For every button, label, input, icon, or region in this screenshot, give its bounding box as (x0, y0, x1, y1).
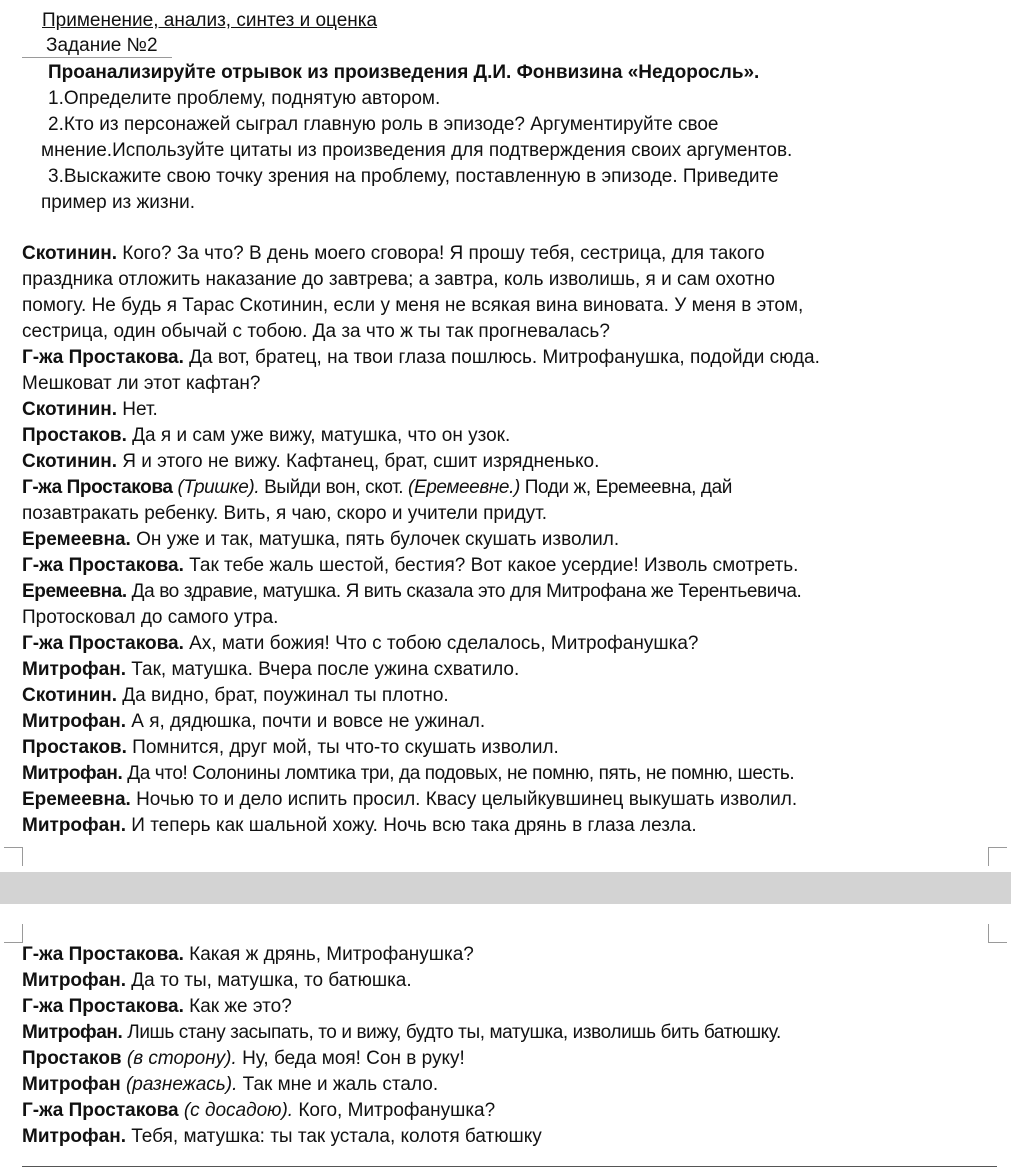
speaker-name: Еремеевна. (22, 789, 131, 810)
replica-text: Мешковат ли этот кафтан? (22, 373, 261, 394)
dialogue-line (22, 761, 794, 787)
dialogue-line (22, 813, 697, 839)
speaker-name: Скотинин. (22, 451, 118, 472)
replica-text: Нет. (117, 399, 158, 420)
dialogue-line (22, 735, 559, 761)
dialogue-line (22, 1124, 542, 1150)
speaker-name: Простаков (22, 1048, 122, 1069)
speaker-name: Скотинин. (22, 399, 118, 420)
dialogue-line (22, 1098, 495, 1124)
speaker-name: Митрофан. (22, 1126, 126, 1147)
dialogue-line (22, 501, 547, 527)
question-1: 1.Определите проблему, поднятую автором. (48, 88, 441, 109)
stage-direction: (в сторону). (121, 1048, 237, 1069)
replica-text: Я и этого не вижу. Кафтанец, брат, сшит изрядненько. (117, 451, 600, 472)
replica-text: Так мне и жаль стало. (237, 1074, 439, 1095)
speaker-name: Митрофан. (22, 659, 126, 680)
replica-text: Да вот, братец, на твои глаза пошлюсь. Митрофанушка, подойди сюда. (183, 347, 820, 368)
dialogue-line (22, 241, 765, 267)
dialogue-line (22, 293, 803, 319)
replica-text: Он уже и так, матушка, пять булочек скушать изволил. (130, 529, 620, 550)
replica-text: Ну, беда моя! Сон в руку! (236, 1048, 465, 1069)
dialogue-line (22, 968, 412, 994)
dialogue-line (22, 527, 619, 553)
speaker-name: Митрофан. (22, 1022, 123, 1043)
replica-text: Да видно, брат, поужинал ты плотно. (117, 685, 449, 706)
speaker-name: Простаков. (22, 737, 127, 758)
dialogue-line (22, 683, 449, 709)
page-corner-mark (988, 924, 1007, 943)
speaker-name: Г-жа Простакова (22, 477, 173, 498)
replica-text: Так тебе жаль шестой, бестия? Вот какое усердие! Изволь смотреть. (183, 555, 799, 576)
replica-text: Кого, Митрофанушка? (293, 1100, 496, 1121)
speaker-name: Г-жа Простакова. (22, 347, 184, 368)
replica-text: Да что! Солонины ломтика три, да подовых, не помню, пять, не помню, шесть. (122, 763, 795, 784)
speaker-name: Г-жа Простакова. (22, 555, 184, 576)
stage-direction: (разнежась). (120, 1074, 238, 1095)
speaker-name: Митрофан. (22, 815, 126, 836)
replica-text: Так, матушка. Вчера после ужина схватило. (125, 659, 520, 680)
dialogue-line (22, 994, 292, 1020)
page-separator (0, 872, 1011, 904)
dialogue-line (22, 553, 798, 579)
task-title: Задание №2 (46, 35, 158, 56)
replica-text: Да то ты, матушка, то батюшка. (125, 970, 412, 991)
stage-direction: (Еремеевне.) (408, 477, 520, 498)
speaker-name: Скотинин. (22, 243, 118, 264)
dialogue-line (22, 397, 158, 423)
dialogue-line (22, 345, 820, 371)
dialogue-line (22, 1072, 438, 1098)
question-3-line-2: пример из жизни. (41, 192, 195, 213)
replica-text: Помнится, друг мой, ты что-то скушать изволил. (126, 737, 559, 758)
replica-text: Тебя, матушка: ты так устала, колотя батюшку (125, 1126, 542, 1147)
dialogue-line (22, 657, 519, 683)
dialogue-line (22, 631, 698, 657)
speaker-name: Скотинин. (22, 685, 118, 706)
dialogue-line (22, 449, 599, 475)
dialogue-line (22, 475, 732, 501)
question-2-line-2: мнение.Используйте цитаты из произведения для подтверждения своих аргументов. (41, 140, 793, 161)
replica-text: И теперь как шальной хожу. Ночь всю така дрянь в глаза лезла. (125, 815, 697, 836)
dialogue-line (22, 579, 801, 605)
replica-text: А я, дядюшка, почти и вовсе не ужинал. (125, 711, 486, 732)
dialogue-line (22, 942, 474, 968)
question-3-line-1: 3.Выскажите свою точку зрения на проблему, поставленную в эпизоде. Приведите (48, 166, 779, 187)
replica-text: Да я и сам уже вижу, матушка, что он узок. (126, 425, 511, 446)
replica-text: Какая ж дрянь, Митрофанушка? (183, 944, 474, 965)
question-2-line-1: 2.Кто из персонажей сыграл главную роль в эпизоде? Аргументируйте свое (48, 114, 719, 135)
replica-text: праздника отложить наказание до завтрева; а завтра, коль изволишь, я и сам охотно (22, 269, 775, 290)
replica-text: Выйди вон, скот. (259, 477, 409, 498)
dialogue-line (22, 267, 775, 293)
speaker-name: Г-жа Простакова. (22, 633, 184, 654)
speaker-name: Еремеевна. (22, 581, 127, 602)
speaker-name: Митрофан. (22, 970, 126, 991)
replica-text: позавтракать ребенку. Вить, я чаю, скоро и учители придут. (22, 503, 548, 524)
speaker-name: Митрофан. (22, 711, 126, 732)
dialogue-line (22, 709, 485, 735)
replica-text: сестрица, один обычай с тобою. Да за что ж ты так прогневалась? (22, 321, 610, 342)
task-prompt: Проанализируйте отрывок из произведения Д.И. Фонвизина «Недоросль». (48, 62, 760, 83)
replica-text: Ночью то и дело испить просил. Квасу целыйкувшинец выкушать изволил. (130, 789, 798, 810)
header-rule (22, 57, 172, 58)
page-corner-mark (4, 924, 23, 943)
speaker-name: Г-жа Простакова. (22, 996, 184, 1017)
dialogue-line (22, 1020, 781, 1046)
replica-text: Лишь стану засыпать, то и вижу, будто ты, матушка, изволишь бить батюшку. (122, 1022, 781, 1043)
replica-text: Ах, мати божия! Что с тобою сделалось, Митрофанушка? (183, 633, 699, 654)
replica-text: Поди ж, Еремеевна, дай (519, 477, 732, 498)
speaker-name: Митрофан. (22, 763, 123, 784)
dialogue-line (22, 371, 260, 397)
speaker-name: Митрофан (22, 1074, 121, 1095)
replica-text: Да во здравие, матушка. Я вить сказала это для Митрофана же Терентьевича. (126, 581, 802, 602)
speaker-name: Еремеевна. (22, 529, 131, 550)
dialogue-line (22, 423, 510, 449)
speaker-name: Простаков. (22, 425, 127, 446)
dialogue-line (22, 787, 797, 813)
page-corner-mark (988, 847, 1007, 866)
page-corner-mark (4, 847, 23, 866)
dialogue-line (22, 605, 278, 631)
speaker-name: Г-жа Простакова. (22, 944, 184, 965)
section-title: Применение, анализ, синтез и оценка (42, 10, 378, 31)
stage-direction: (с досадою). (178, 1100, 294, 1121)
stage-direction: (Тришке). (172, 477, 260, 498)
speaker-name: Г-жа Простакова (22, 1100, 179, 1121)
replica-text: помогу. Не будь я Тарас Скотинин, если у меня не всякая вина виновата. У меня в этом, (22, 295, 804, 316)
replica-text: Как же это? (183, 996, 292, 1017)
replica-text: Кого? За что? В день моего сговора! Я прошу тебя, сестрица, для такого (117, 243, 765, 264)
bottom-rule (22, 1166, 997, 1167)
dialogue-line (22, 319, 610, 345)
dialogue-line (22, 1046, 465, 1072)
replica-text: Протосковал до самого утра. (22, 607, 279, 628)
